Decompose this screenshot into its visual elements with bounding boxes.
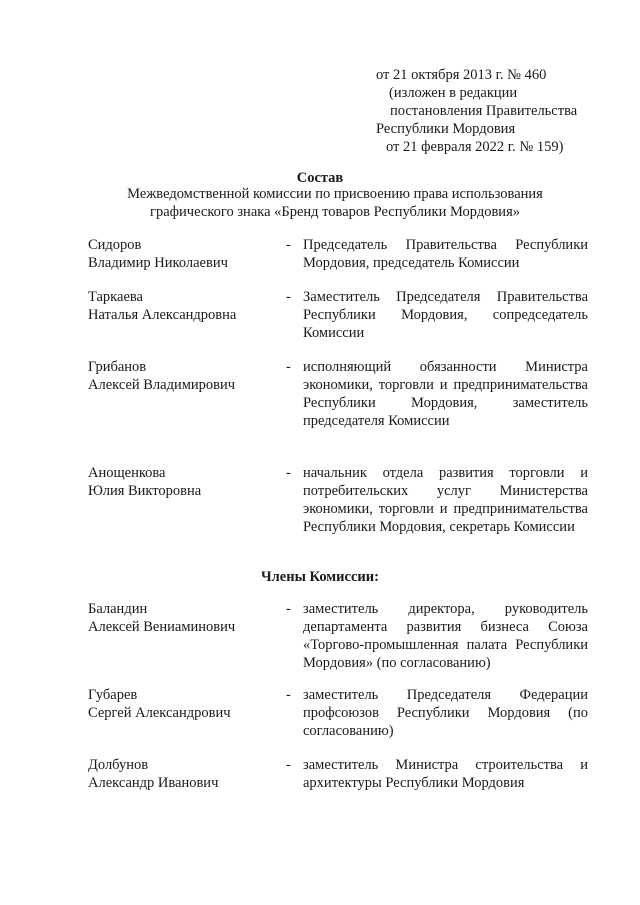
header-line-5: от 21 февраля 2022 г. № 159) xyxy=(386,139,564,155)
given-name: Алексей Владимирович xyxy=(88,377,236,393)
surname: Сидоров xyxy=(88,237,142,253)
surname: Баландин xyxy=(88,601,148,617)
position-text: начальник отдела развития торговли и потребительских услуг Министерства экономики, торговли и предпринимательства Республики Мордовия, секретарь Комиссии xyxy=(303,465,588,535)
person-name xyxy=(88,236,278,272)
header-line-3: постановления Правительства xyxy=(390,103,578,119)
position-text: заместитель директора, руководитель департамента развития бизнеса Союза «Торгово-промышленная палата Республики Мордовия» (по согласованию) xyxy=(303,601,588,671)
position-text: заместитель Председателя Федерации профсоюзов Республики Мордовия (по согласованию) xyxy=(303,687,588,739)
members-heading: Члены Комиссии: xyxy=(261,569,379,585)
person-name xyxy=(88,464,278,500)
person-name xyxy=(88,686,278,722)
surname: Грибанов xyxy=(88,359,147,375)
dash: - xyxy=(286,757,291,773)
person-name xyxy=(88,756,278,792)
position-text: исполняющий обязанности Министра экономики, торговли и предпринимательства Республики Мордовия, заместитель председателя Комиссии xyxy=(303,359,588,429)
header-line-1: от 21 октября 2013 г. № 460 xyxy=(376,67,547,83)
dash: - xyxy=(286,601,291,617)
header-line-2: (изложен в редакции xyxy=(389,85,518,101)
given-name: Наталья Александровна xyxy=(88,307,237,323)
dash: - xyxy=(286,289,291,305)
dash: - xyxy=(286,359,291,375)
person-name xyxy=(88,288,278,324)
given-name: Алексей Вениаминович xyxy=(88,619,236,635)
given-name: Сергей Александрович xyxy=(88,705,231,721)
dash: - xyxy=(286,687,291,703)
person-name xyxy=(88,600,278,636)
position-text: заместитель Министра строительства и архитектуры Республики Мордовия xyxy=(303,757,588,791)
position-text: Заместитель Председателя Правительства Республики Мордовия, сопредседатель Комиссии xyxy=(303,289,588,341)
surname: Губарев xyxy=(88,687,138,703)
dash: - xyxy=(286,465,291,481)
given-name: Александр Иванович xyxy=(88,775,219,791)
surname: Анощенкова xyxy=(88,465,166,481)
person-name xyxy=(88,358,278,394)
header-line-4: Республики Мордовия xyxy=(376,121,516,137)
dash: - xyxy=(286,237,291,253)
document-subtitle: Межведомственной комиссии по присвоению права использования графического знака «Бренд товаров Республики Мордовия» xyxy=(127,186,543,220)
surname: Долбунов xyxy=(88,757,149,773)
document-title: Состав xyxy=(296,170,344,186)
document-header xyxy=(376,66,606,156)
surname: Таркаева xyxy=(88,289,143,305)
position-text: Председатель Правительства Республики Мордовия, председатель Комиссии xyxy=(303,237,588,271)
given-name: Владимир Николаевич xyxy=(88,255,228,271)
given-name: Юлия Викторовна xyxy=(88,483,202,499)
